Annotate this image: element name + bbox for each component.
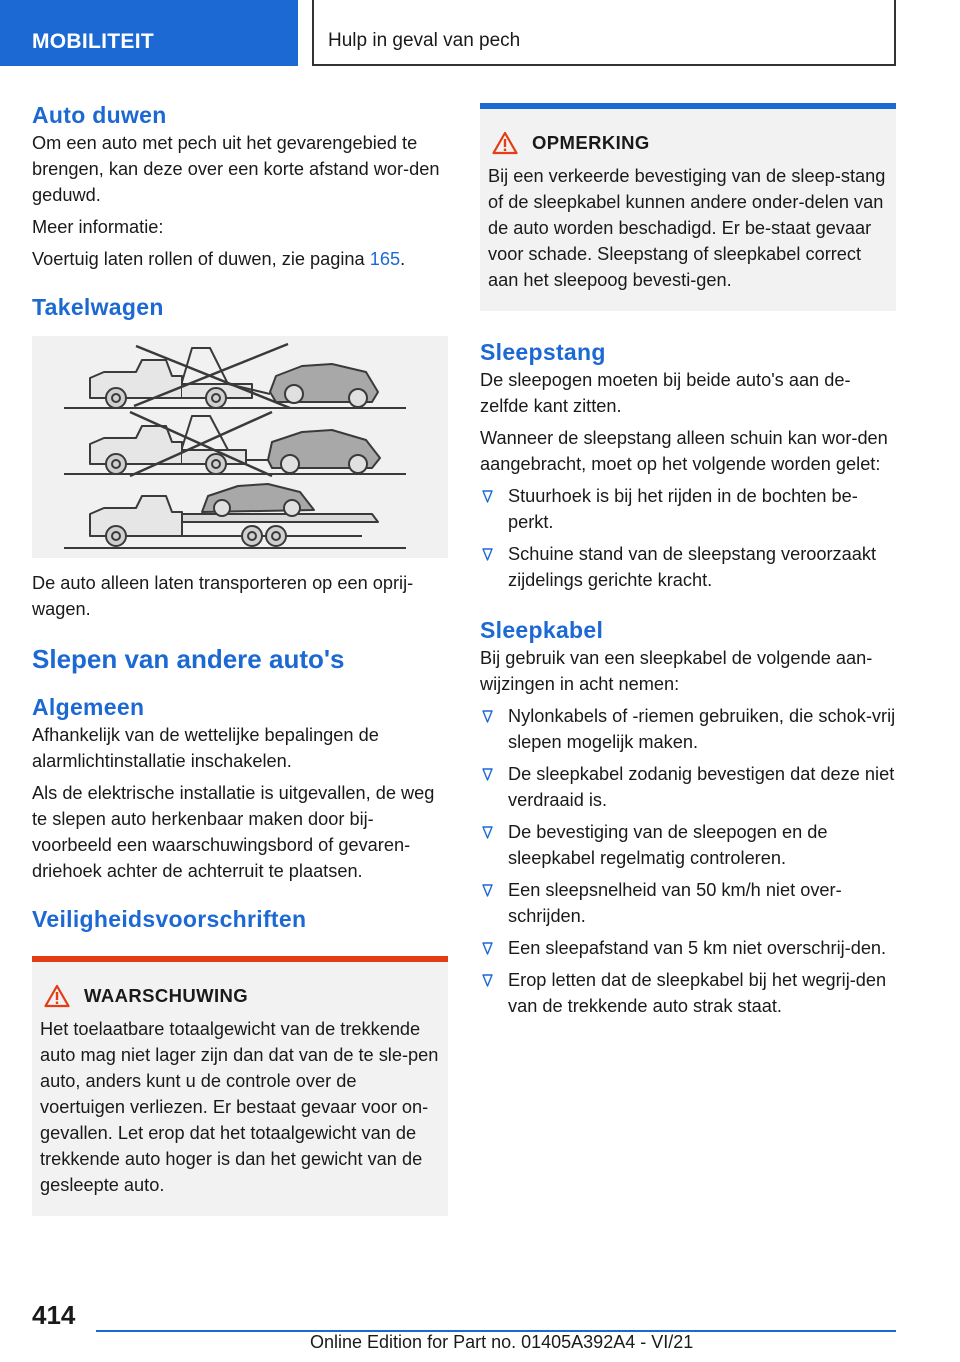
list-item-text: De bevestiging van de sleepogen en de sleepkabel regelmatig controleren.: [508, 822, 828, 868]
reference-line: [32, 246, 448, 272]
triangle-bullet-icon: [482, 942, 493, 955]
list-item-text: Een sleepafstand van 5 km niet overschrij-den.: [508, 938, 887, 958]
heading-sleepstang: Sleepstang: [480, 339, 606, 365]
triangle-bullet-icon: [482, 490, 493, 503]
left-column: [32, 100, 448, 1216]
warning-text: Het toelaatbare totaalgewicht van de trekkende auto mag niet lager zijn dan dat van de te sle-pen auto, anders kunt u de controle over de voertuigen verliezen. Er bestaat gevaar voor on-gevallen. Let erop dat het totaalgewicht van de trekkende auto hoger is dan het gewicht van de gesleepte auto.: [40, 1019, 439, 1195]
triangle-bullet-icon: [482, 884, 493, 897]
triangle-bullet-icon: [482, 826, 493, 839]
warning-triangle-icon: [492, 131, 518, 155]
heading-slepen: Slepen van andere auto's: [32, 644, 345, 674]
sleepkabel-para1: Bij gebruik van een sleepkabel de volgende aan-wijzingen in acht nemen:: [480, 648, 873, 694]
auto-duwen-para: Om een auto met pech uit het gevarengebied te brengen, kan deze over een korte afstand wor-den geduwd.: [32, 133, 440, 205]
algemeen-para1: Afhankelijk van de wettelijke bepalingen de alarmlichtinstallatie inschakelen.: [32, 725, 379, 771]
list-item: [480, 877, 896, 929]
warning-header: [44, 984, 440, 1008]
list-item: [480, 703, 896, 755]
note-text: Bij een verkeerde bevestiging van de sleep-stang of de sleepkabel kunnen andere onder-delen van de auto worden beschadigd. Er be-staat gevaar voor schade. Sleepstang of sleepkabel correct aan het sleepoog bevesti-gen.: [488, 166, 886, 290]
list-item: [480, 935, 896, 961]
list-item-text: Schuine stand van de sleepstang veroorzaakt zijdelings gerichte kracht.: [508, 544, 877, 590]
list-item-text: Nylonkabels of -riemen gebruiken, die schok-vrij slepen mogelijk maken.: [508, 706, 896, 752]
note-label: OPMERKING: [532, 132, 650, 153]
list-item-text: Stuurhoek is bij het rijden in de bochten be-perkt.: [508, 486, 858, 532]
towing-diagram-svg: [32, 336, 448, 558]
triangle-bullet-icon: [482, 548, 493, 561]
sleepkabel-list: [480, 703, 896, 1019]
reference-text: Voertuig laten rollen of duwen, zie pagina: [32, 249, 370, 269]
list-item: [480, 761, 896, 813]
page-number: 414: [32, 1300, 76, 1330]
triangle-bullet-icon: [482, 710, 493, 723]
heading-sleepkabel: Sleepkabel: [480, 617, 604, 643]
list-item-text: Een sleepsnelheid van 50 km/h niet over-schrijden.: [508, 880, 842, 926]
warning-box: [32, 956, 448, 1216]
list-item: [480, 483, 896, 535]
list-item-text: Erop letten dat de sleepkabel bij het wegrij-den van de trekkende auto strak staat.: [508, 970, 887, 1016]
chapter-title: Hulp in geval van pech: [312, 0, 896, 66]
meer-informatie: Meer informatie:: [32, 217, 164, 237]
towing-illustration: [32, 336, 448, 558]
sleepstang-para1: De sleepogen moeten bij beide auto's aan de-zelfde kant zitten.: [480, 370, 851, 416]
heading-algemeen: Algemeen: [32, 694, 145, 720]
list-item: [480, 819, 896, 871]
algemeen-para2: Als de elektrische installatie is uitgevallen, de weg te slepen auto herkenbaar maken door bij-voorbeeld een waarschuwingsbord of gevaren-driehoek achter de achterruit te plaatsen.: [32, 783, 435, 881]
triangle-bullet-icon: [482, 974, 493, 987]
list-item: [480, 541, 896, 593]
heading-auto-duwen: Auto duwen: [32, 102, 167, 128]
note-box: [480, 103, 896, 311]
reference-end: .: [400, 249, 406, 269]
page-link-165[interactable]: 165: [369, 249, 401, 269]
warning-triangle-icon: [44, 984, 70, 1008]
sleepstang-list: [480, 483, 896, 593]
warning-label: WAARSCHUWING: [84, 985, 249, 1006]
heading-veiligheid: Veiligheidsvoorschriften: [32, 906, 307, 932]
section-tab: MOBILITEIT: [0, 0, 298, 66]
note-header: [492, 131, 888, 155]
heading-takelwagen: Takelwagen: [32, 294, 164, 320]
list-item-text: De sleepkabel zodanig bevestigen dat deze niet verdraaid is.: [508, 764, 895, 810]
list-item: [480, 967, 896, 1019]
takelwagen-caption: De auto alleen laten transporteren op een oprij-wagen.: [32, 573, 414, 619]
footer-edition: Online Edition for Part no. 01405A392A4 - VI/21: [310, 1332, 694, 1352]
triangle-bullet-icon: [482, 768, 493, 781]
sleepstang-para2: Wanneer de sleepstang alleen schuin kan wor-den aangebracht, moet op het volgende worden gelet:: [480, 428, 888, 474]
right-column: [480, 103, 896, 1019]
